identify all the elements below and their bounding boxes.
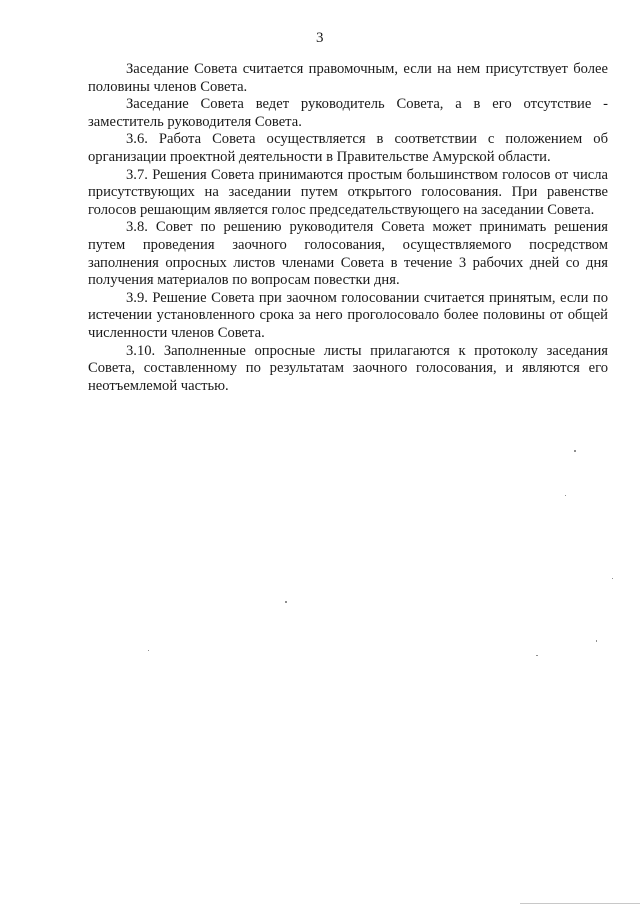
scan-speck bbox=[596, 640, 597, 642]
scan-speck bbox=[612, 578, 613, 579]
paragraph-3-8: 3.8. Совет по решению руководителя Совета может принимать решения путем проведения заочного голосования, осуществляемого посредством заполнения опросных листов членами Совета в течение 3 рабочих дней со дня получения материалов по вопросам повестки дня. bbox=[88, 219, 608, 289]
paragraph-3-7: 3.7. Решения Совета принимаются простым большинством голосов от числа присутствующих на заседании путем открытого голосования. При равенстве голосов решающим является голос председательствующего на заседании Совета. bbox=[88, 166, 608, 218]
scan-speck bbox=[565, 495, 566, 496]
paragraph-quorum: Заседание Совета считается правомочным, если на нем присутствует более половины членов Совета. bbox=[88, 61, 608, 95]
paragraph-chair: Заседание Совета ведет руководитель Совета, а в его отсутствие - заместитель руководителя Совета. bbox=[88, 96, 608, 130]
scan-speck bbox=[285, 601, 287, 603]
scan-edge-line bbox=[520, 903, 640, 904]
paragraph-3-10: 3.10. Заполненные опросные листы прилагаются к протоколу заседания Совета, составленному по результатам заочного голосования, и являются его неотъемлемой частью. bbox=[88, 342, 608, 394]
paragraph-3-9: 3.9. Решение Совета при заочном голосовании считается принятым, если по истечении установленного срока за него проголосовало более половины от общей численности членов Совета. bbox=[88, 289, 608, 341]
scan-speck bbox=[574, 450, 576, 452]
scan-speck bbox=[148, 650, 149, 651]
document-body bbox=[88, 61, 608, 395]
page-number: 3 bbox=[316, 30, 324, 46]
scan-speck bbox=[536, 655, 538, 656]
paragraph-3-6: 3.6. Работа Совета осуществляется в соответствии с положением об организации проектной деятельности в Правительстве Амурской области. bbox=[88, 131, 608, 165]
